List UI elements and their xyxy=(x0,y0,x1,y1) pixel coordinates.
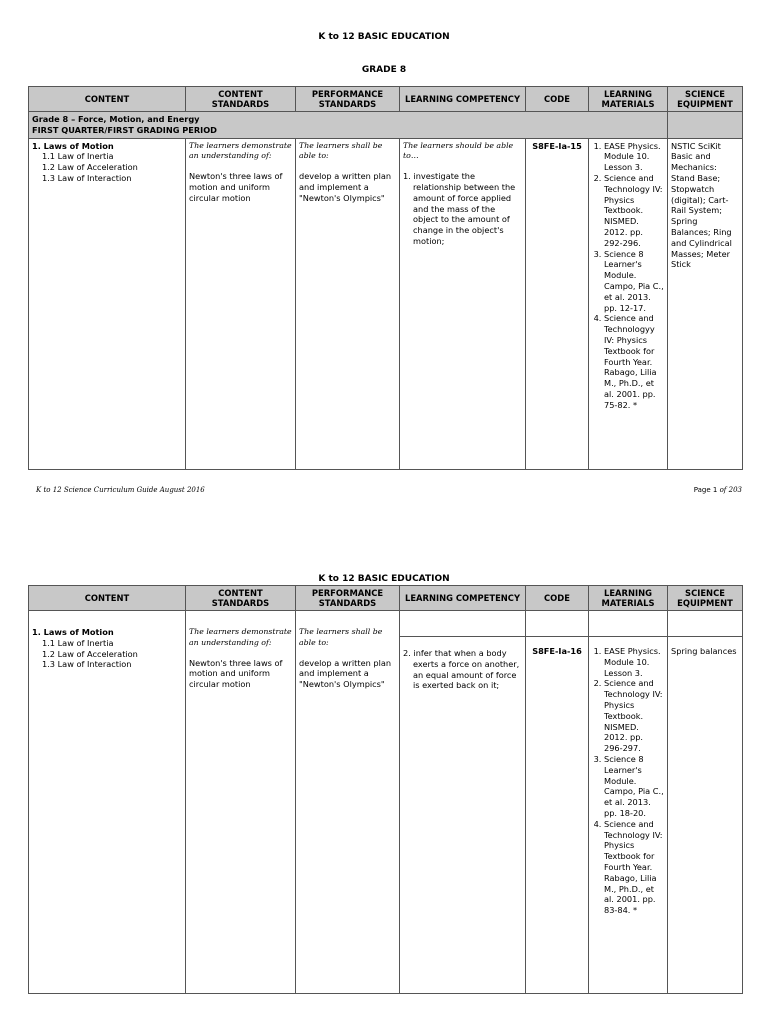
header-content: CONTENT xyxy=(29,586,186,611)
learning-competency-cell xyxy=(400,637,526,994)
competency-empty-cell xyxy=(400,611,526,637)
list-item: 3. Science 8 Learner's Module. Campo, Pia C., et al. 2013. pp. 12-17. xyxy=(604,249,664,314)
competency-item: 2. infer that when a body exerts a force on another, an equal amount of force is exerted back on it; xyxy=(403,648,520,691)
header-learning-materials: LEARNING MATERIALS xyxy=(589,586,668,611)
curriculum-table-page-1 xyxy=(28,86,743,470)
document-page-1 xyxy=(0,0,768,510)
performance-text: develop a written plan and implement a "Newton's Olympics" xyxy=(299,171,392,203)
table-row xyxy=(29,611,743,637)
band-empty-cell xyxy=(668,112,743,139)
list-item: 2. Science and Technology IV: Physics Textbook. NISMED. 2012. pp. 292-296. xyxy=(604,173,664,249)
header-performance-standards: PERFORMANCE STANDARDS xyxy=(296,87,400,112)
document-title: K to 12 BASIC EDUCATION xyxy=(318,32,450,42)
topic-title: 1. Laws of Motion xyxy=(32,140,114,151)
code-empty-cell xyxy=(526,611,589,637)
page-number-value: 1 xyxy=(712,486,718,494)
topic-title: 1. Laws of Motion xyxy=(32,627,114,637)
page-label: Page xyxy=(693,486,711,494)
performance-text: develop a written plan and implement a "Newton's Olympics" xyxy=(299,657,392,690)
content-standard-text: Newton's three laws of motion and uniform circular motion xyxy=(189,171,283,203)
materials-list xyxy=(592,646,664,916)
header-learning-competency: LEARNING COMPETENCY xyxy=(400,586,526,611)
equipment-empty-cell xyxy=(668,611,743,637)
subtopic: 1.1 Law of Inertia xyxy=(42,151,114,162)
page-gap xyxy=(0,510,768,560)
content-cell xyxy=(29,611,186,994)
page-total: of 203 xyxy=(719,486,742,494)
performance-standards-cell xyxy=(296,138,400,469)
document-title: K to 12 BASIC EDUCATION xyxy=(318,574,450,584)
header-learning-competency: LEARNING COMPETENCY xyxy=(400,87,526,112)
band-quarter: FIRST QUARTER/FIRST GRADING PERIOD xyxy=(32,124,217,135)
list-item: 3. Science 8 Learner's Module. Campo, Pia C., et al. 2013. pp. 18-20. xyxy=(604,754,664,819)
table-row xyxy=(29,138,743,469)
competency-lead: The learners should be able to… xyxy=(403,140,514,161)
subtopic: 1.2 Law of Acceleration xyxy=(42,162,138,173)
header-code: CODE xyxy=(526,87,589,112)
header-content-standards: CONTENT STANDARDS xyxy=(186,586,296,611)
learning-materials-cell xyxy=(589,637,668,994)
code-cell: S8FE-Ia-16 xyxy=(526,637,589,994)
list-item: 4. Science and Technology IV: Physics Textbook for Fourth Year. Rabago, Lilia M., Ph.D., et al. 2001. pp. 83-84. * xyxy=(604,819,664,916)
performance-standards-cell xyxy=(296,611,400,994)
content-standards-cell xyxy=(186,611,296,994)
footer-guide-name: K to 12 Science Curriculum Guide August 2016 xyxy=(36,486,205,494)
competency-item: 1. investigate the relationship between the amount of force applied and the mass of the object to the amount of change in the object's motion; xyxy=(403,171,516,246)
page-footer xyxy=(36,486,742,498)
performance-lead: The learners shall be able to: xyxy=(299,627,383,647)
header-learning-materials: LEARNING MATERIALS xyxy=(589,87,668,112)
list-item: 2. Science and Technology IV: Physics Textbook. NISMED. 2012. pp. 296-297. xyxy=(604,678,664,754)
header-content: CONTENT xyxy=(29,87,186,112)
grade-heading: GRADE 8 xyxy=(361,65,407,75)
quarter-band-row xyxy=(29,112,743,139)
content-cell xyxy=(29,138,186,469)
content-standards-cell xyxy=(186,138,296,469)
code-cell: S8FE-Ia-15 xyxy=(526,138,589,469)
header-row xyxy=(29,586,743,611)
materials-empty-cell xyxy=(589,611,668,637)
subtopic: 1.3 Law of Interaction xyxy=(42,659,132,670)
quarter-band xyxy=(29,112,668,139)
content-standard-lead: The learners demonstrate an understanding of: xyxy=(189,140,292,161)
list-item: 4. Science and Technologyy IV: Physics Textbook for Fourth Year. Rabago, Lilia M., Ph.D., et al. 2001. pp. 75-82. * xyxy=(604,313,664,410)
content-standard-lead: The learners demonstrate an understanding of: xyxy=(189,627,292,647)
header-content-standards: CONTENT STANDARDS xyxy=(186,87,296,112)
subtopic: 1.1 Law of Inertia xyxy=(42,637,114,648)
performance-lead: The learners shall be able to: xyxy=(299,140,383,161)
learning-competency-cell xyxy=(400,138,526,469)
header-code: CODE xyxy=(526,586,589,611)
header-performance-standards: PERFORMANCE STANDARDS xyxy=(296,586,400,611)
band-topic: Grade 8 – Force, Motion, and Energy xyxy=(32,114,200,124)
header-science-equipment: SCIENCE EQUIPMENT xyxy=(668,586,743,611)
list-item: 1. EASE Physics. Module 10. Lesson 3. xyxy=(604,646,664,678)
list-item: 1. EASE Physics. Module 10. Lesson 3. xyxy=(604,141,664,173)
header-row xyxy=(29,87,743,112)
science-equipment-cell: NSTIC SciKit Basic and Mechanics: Stand Base; Stopwatch (digital); Cart-Rail System; Spring Balances; Ring and Cylindrical Masses; Meter Stick xyxy=(668,138,743,469)
header-science-equipment: SCIENCE EQUIPMENT xyxy=(668,87,743,112)
subtopic: 1.2 Law of Acceleration xyxy=(42,648,138,659)
curriculum-table-page-2 xyxy=(28,585,743,994)
document-page-2 xyxy=(0,560,768,1024)
learning-materials-cell xyxy=(589,138,668,469)
content-standard-text: Newton's three laws of motion and uniform circular motion xyxy=(189,657,283,690)
subtopic: 1.3 Law of Interaction xyxy=(42,172,132,183)
page-number xyxy=(694,486,742,494)
science-equipment-cell: Spring balances xyxy=(668,637,743,994)
materials-list xyxy=(592,141,664,411)
